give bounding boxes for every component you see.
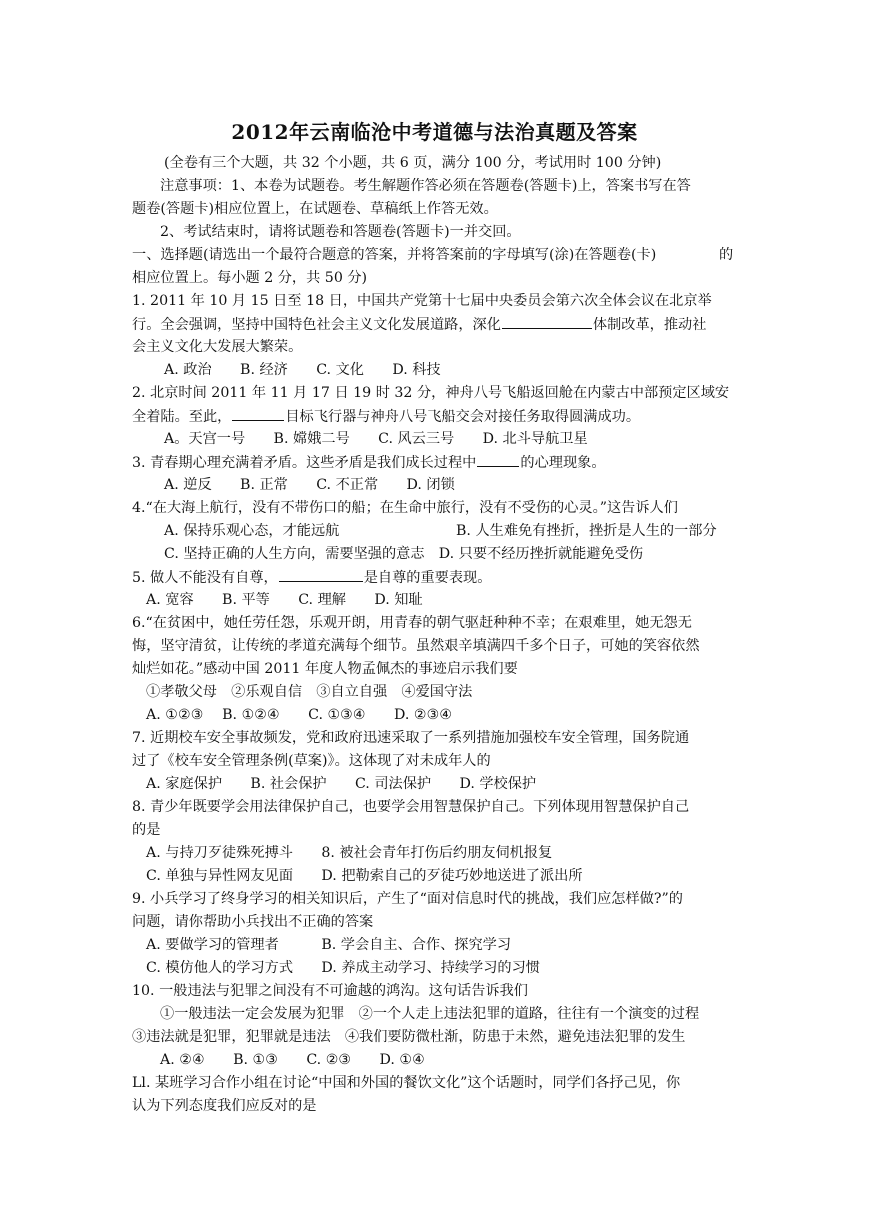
answer-options: A. ①②③ B. ①②④ C. ①③④ D. ②③④ [146,707,453,723]
question-text-part: 体制改革，推动社 [592,317,707,333]
answer-option-b: B. 人生难免有挫折，挫折是人生的一部分 [456,523,717,539]
answer-options: C. 坚持正确的人生方向，需要坚强的意志 D. 只要不经历挫折就能避免受伤 [164,546,644,562]
answer-options: A. 政治 B. 经济 C. 文化 D. 科技 [164,362,441,378]
section-heading-end: 的 [719,247,734,263]
answer-options: A. 家庭保护 B. 社会保护 C. 司法保护 D. 学校保护 [146,776,537,792]
question-text-part: 5. 做人不能没有自尊， [132,570,278,586]
answer-options: A. ②④ B. ①③ C. ②③ D. ①④ [160,1052,425,1068]
question-text [132,407,640,427]
question-text: 1. 2011 年 10 月 15 日至 18 日，中国共产党第十七届中央委员会第六次全体会议在北京举 [132,293,712,309]
statement-items: ③违法就是犯罪，犯罪就是违法 ④我们要防微杜渐，防患于未然，避免违法犯罪的发生 [132,1029,686,1045]
statement-items: ①孝敬父母 ②乐观自信 ③自立自强 ④爱国守法 [146,684,473,700]
question-text: 10. 一般违法与犯罪之间没有不可逾越的鸿沟。这句话告诉我们 [132,983,528,999]
section-heading: 相应位置上。每小题 2 分，共 50 分) [132,270,368,286]
question-text: 7. 近期校车安全事故频发，党和政府迅速采取了一系列措施加强校车安全管理，国务院通 [132,730,690,746]
question-text: Ll. 某班学习合作小组在讨论“中国和外国的餐饮文化”这个话题时，同学们各抒己见，你 [132,1075,681,1091]
notice-line: 注意事项：1、本卷为试题卷。考生解题作答必须在答题卷(答题卡)上，答案书写在答 [160,178,691,194]
question-text: 过了《校车安全管理条例(草案)》。这体现了对未成年人的 [132,753,491,769]
question-text: 的是 [132,822,161,838]
question-text-part: 是自尊的重要表现。 [363,570,492,586]
answer-options: C. 模仿他人的学习方式 D. 养成主动学习、持续学习的习惯 [146,960,540,976]
question-text-part: 的心理现象。 [520,455,606,471]
question-text [132,568,491,588]
question-text: 9. 小兵学习了终身学习的相关知识后，产生了“面对信息时代的挑战，我们应怎样做?”的 [132,891,683,907]
answer-option-a: A. 保持乐观心态，才能远航 [164,523,340,539]
question-text: 灿烂如花。”感动中国 2011 年度人物孟佩杰的事迹启示我们要 [132,661,518,677]
question-text [132,453,606,473]
question-text: 会主义文化大发展大繁荣。 [132,339,303,355]
question-text: 8. 青少年既要学会用法律保护自己，也要学会用智慧保护自己。下列体现用智慧保护自己 [132,799,690,815]
answer-options: A. 与持刀歹徒殊死搏斗 8. 被社会青年打伤后约朋友伺机报复 [146,845,553,861]
question-text: 2. 北京时间 2011 年 11 月 17 日 19 时 32 分，神舟八号飞船返回舱在内蒙古中部预定区域安 [132,385,730,401]
exam-info: (全卷有三个大题，共 32 个小题，共 6 页，满分 100 分，考试用时 100 分钟) [164,155,662,171]
answer-options: C. 单独与异性网友见面 D. 把勒索自己的歹徒巧妙地送进了派出所 [146,868,583,884]
answer-blank [279,568,363,582]
question-text: 问题，请你帮助小兵找出不正确的答案 [132,914,374,930]
question-text: 6.“在贫困中，她任劳任怨，乐观开朗，用青春的朝气驱赶种种不幸；在艰难里，她无怨无 [132,615,692,631]
question-text: 认为下列态度我们应反对的是 [132,1098,317,1114]
question-text: 4.“在大海上航行，没有不带伤口的船；在生命中旅行，没有不受伤的心灵。”这告诉人们 [132,500,678,516]
question-text-part: 全着陆。至此， [132,409,232,425]
answer-options: A. 宽容 B. 平等 C. 理解 D. 知耻 [146,592,423,608]
page-title: 2012年云南临沧中考道德与法治真题及答案 [231,120,638,144]
section-heading: 一、选择题(请选出一个最符合题意的答案，并将答案前的字母填写(涂)在答题卷(卡) [132,247,657,263]
question-text-part: 目标飞行器与神舟八号飞船交会对接任务取得圆满成功。 [285,409,641,425]
answer-options: A. 要做学习的管理者 B. 学会自主、合作、探究学习 [146,937,512,953]
question-text-part: 行。全会强调，坚持中国特色社会主义文化发展道路，深化 [132,317,501,333]
answer-options: A. 逆反 B. 正常 C. 不正常 D. 闭锁 [164,477,455,493]
question-text [132,315,706,335]
answer-blank [502,315,592,329]
question-text-part: 3. 青春期心理充满着矛盾。这些矛盾是我们成长过程中 [132,455,477,471]
question-text: 悔，坚守清贫，让传统的孝道充满每个细节。虽然艰辛填满四千多个日子，可她的笑容依然 [132,638,700,654]
statement-items: ①一般违法一定会发展为犯罪 ②一个人走上违法犯罪的道路，往往有一个演变的过程 [160,1006,700,1022]
answer-options: A。天宫一号 B. 嫦娥二号 C. 风云三号 D. 北斗导航卫星 [164,431,588,447]
answer-blank [477,453,519,467]
answer-blank [232,407,284,421]
notice-line: 题卷(答题卡)相应位置上，在试题卷、草稿纸上作答无效。 [132,201,498,217]
notice-line: 2、考试结束时，请将试题卷和答题卷(答题卡)一并交回。 [160,224,521,240]
